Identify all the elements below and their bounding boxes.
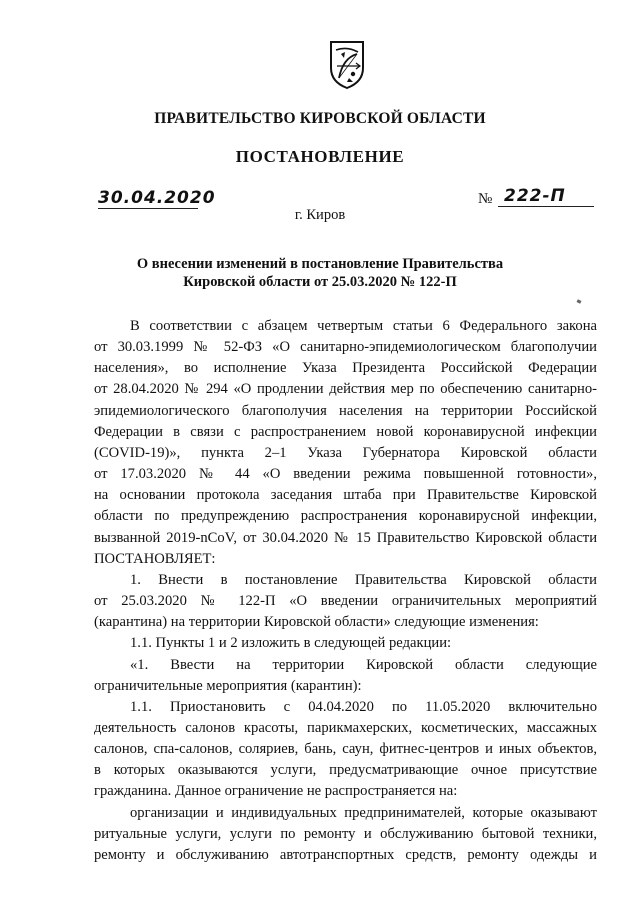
- document-number: 222-П: [498, 186, 594, 207]
- document-date: 30.04.2020: [98, 188, 216, 208]
- body-line: В соответствии с абзацем четвертым статьи 6 Федерального закона: [130, 318, 597, 334]
- heading-line: О внесении изменений в постановление Правительства: [136, 256, 504, 272]
- number-sign: №: [478, 191, 493, 207]
- body-line: от 28.04.2020 № 294 «О продлении действия мер по обеспечению санитарно-: [94, 381, 597, 398]
- government-title: ПРАВИТЕЛЬСТВО КИРОВСКОЙ ОБЛАСТИ: [154, 110, 486, 127]
- body-line: от 30.03.1999 № 52-ФЗ «О санитарно-эпидемиологическом благополучии: [94, 339, 597, 356]
- body-line: «1. Ввести на территории Кировской области следующие: [130, 656, 597, 673]
- body-line: салонов, спа-салонов, соляриев, бань, саун, фитнес-центров и иных объектов,: [94, 741, 597, 758]
- body-line: ремонту и обслуживанию автотранспортных средств, ремонту одежды и: [94, 846, 597, 863]
- body-line: 1.1. Приостановить с 04.04.2020 по 11.05.2020 включительно: [130, 698, 597, 715]
- body-line: области по предупреждению распространения коронавирусной инфекции,: [94, 508, 597, 525]
- document-body: [94, 316, 597, 866]
- body-line: от 25.03.2020 № 122-П «О введении ограничительных мероприятий: [94, 593, 597, 610]
- body-line: ритуальные услуги, услуги по ремонту и обслуживанию бытовой техники,: [94, 825, 597, 842]
- city: г. Киров: [294, 207, 346, 223]
- body-line: гражданина. Данное ограничение не распространяется на:: [94, 783, 458, 800]
- document-type: ПОСТАНОВЛЕНИЕ: [235, 147, 405, 166]
- body-line: в которых оказываются услуги, предусматривающие очное присутствие: [94, 762, 597, 779]
- heading-line: Кировской области от 25.03.2020 № 122-П: [183, 274, 457, 290]
- body-line: организации и индивидуальных предпринимателей, которые оказывают: [130, 804, 597, 821]
- body-line: Федерации в связи с распространением новой коронавирусной инфекции: [94, 423, 597, 440]
- scan-speck: [577, 299, 582, 303]
- document-heading: [100, 255, 540, 291]
- body-line: 1.1. Пункты 1 и 2 изложить в следующей редакции:: [130, 635, 452, 652]
- body-line: ограничительные мероприятия (карантин):: [94, 677, 362, 694]
- body-line: 1. Внести в постановление Правительства Кировской области: [130, 571, 597, 588]
- body-line: (карантина) на территории Кировской области» следующие изменения:: [94, 614, 539, 631]
- kirov-coat-of-arms-icon: [327, 38, 367, 90]
- body-line: населения», во исполнение Указа Президента Российской Федерации: [94, 360, 597, 377]
- body-line: от 17.03.2020 № 44 «О введении режима повышенной готовности»,: [94, 466, 597, 483]
- body-line: эпидемиологического благополучия населения на территории Российской: [94, 402, 597, 419]
- body-line: деятельность салонов красоты, парикмахерских, косметических, массажных: [94, 719, 597, 736]
- body-line: (COVID-19)», пункта 2–1 Указа Губернатора Кировской области: [94, 444, 597, 461]
- body-line: на основании протокола заседания штаба при Правительстве Кировской: [94, 487, 597, 504]
- body-line: ПОСТАНОВЛЯЕТ:: [94, 550, 216, 567]
- body-line: вызванной 2019-nCoV, от 30.04.2020 № 15 Правительство Кировской области: [94, 529, 597, 546]
